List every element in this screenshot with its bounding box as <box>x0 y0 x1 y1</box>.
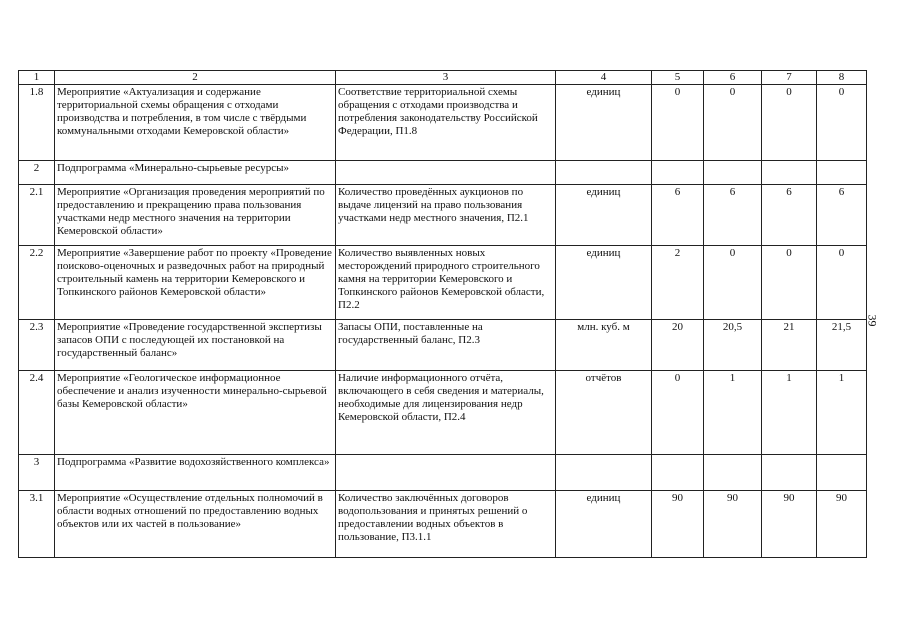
value-cell-5: 6 <box>652 185 704 246</box>
value-cell-5: 0 <box>652 85 704 161</box>
value-cell-7: 1 <box>762 371 817 455</box>
col-header-6: 6 <box>704 71 762 85</box>
indicators-table <box>18 70 867 558</box>
value-cell-6 <box>704 455 762 491</box>
indicator-cell: Количество выявленных новых месторождений природного строительного камня на территории Кемеровского и Топкинского районов Кемеровской области, П2.2 <box>336 246 556 320</box>
indicator-cell: Запасы ОПИ, поставленные на государственный баланс, П2.3 <box>336 320 556 371</box>
table-row <box>19 455 867 491</box>
event-cell: Мероприятие «Актуализация и содержание территориальной схемы обращения с отходами производства и потребления, в том числе с твёрдыми коммунальными отходами Кемеровской области» <box>55 85 336 161</box>
indicator-cell: Количество проведённых аукционов по выдаче лицензий на право пользования участками недр местного значения, П2.1 <box>336 185 556 246</box>
table-row <box>19 320 867 371</box>
value-cell-6: 0 <box>704 85 762 161</box>
value-cell-7: 0 <box>762 246 817 320</box>
unit-cell: единиц <box>556 85 652 161</box>
value-cell-6: 20,5 <box>704 320 762 371</box>
value-cell-7: 0 <box>762 85 817 161</box>
col-header-1: 1 <box>19 71 55 85</box>
value-cell-6: 90 <box>704 491 762 558</box>
page-number: 39 <box>865 314 880 327</box>
value-cell-5 <box>652 161 704 185</box>
indicator-cell <box>336 455 556 491</box>
row-number: 2.4 <box>19 371 55 455</box>
unit-cell: отчётов <box>556 371 652 455</box>
value-cell-5: 0 <box>652 371 704 455</box>
value-cell-8: 90 <box>817 491 867 558</box>
table-body <box>19 71 867 558</box>
value-cell-5: 2 <box>652 246 704 320</box>
event-cell: Подпрограмма «Минерально-сырьевые ресурсы» <box>55 161 336 185</box>
event-cell: Мероприятие «Организация проведения мероприятий по предоставлению и прекращению права пользования участками недр местного значения на территории Кемеровской области» <box>55 185 336 246</box>
event-cell: Мероприятие «Проведение государственной экспертизы запасов ОПИ с последующей их постановкой на государственный баланс» <box>55 320 336 371</box>
table-row <box>19 246 867 320</box>
row-number: 2.3 <box>19 320 55 371</box>
indicator-cell <box>336 161 556 185</box>
value-cell-5: 20 <box>652 320 704 371</box>
table-row <box>19 161 867 185</box>
value-cell-7: 21 <box>762 320 817 371</box>
event-cell: Мероприятие «Осуществление отдельных полномочий в области водных отношений по предоставлению водных объектов или их частей в пользование» <box>55 491 336 558</box>
row-number: 3 <box>19 455 55 491</box>
row-number: 2.1 <box>19 185 55 246</box>
table-row <box>19 491 867 558</box>
table-row <box>19 185 867 246</box>
event-cell: Подпрограмма «Развитие водохозяйственного комплекса» <box>55 455 336 491</box>
row-number: 3.1 <box>19 491 55 558</box>
event-cell: Мероприятие «Завершение работ по проекту «Проведение поисково-оценочных и разведочных работ на природный строительный камень на территории Кемеровского и Топкинского районов Кемеровской области» <box>55 246 336 320</box>
value-cell-8 <box>817 455 867 491</box>
value-cell-7 <box>762 161 817 185</box>
table-row <box>19 85 867 161</box>
col-header-3: 3 <box>336 71 556 85</box>
indicator-cell: Количество заключённых договоров водопользования и принятых решений о предоставлении водных объектов в пользование, П3.1.1 <box>336 491 556 558</box>
value-cell-8 <box>817 161 867 185</box>
row-number: 2.2 <box>19 246 55 320</box>
col-header-7: 7 <box>762 71 817 85</box>
value-cell-8: 21,5 <box>817 320 867 371</box>
indicator-cell: Наличие информационного отчёта, включающего в себя сведения и материалы, необходимые для лицензирования недр Кемеровской области, П2.4 <box>336 371 556 455</box>
col-header-4: 4 <box>556 71 652 85</box>
table-row <box>19 371 867 455</box>
value-cell-6: 6 <box>704 185 762 246</box>
value-cell-5 <box>652 455 704 491</box>
unit-cell: единиц <box>556 185 652 246</box>
unit-cell <box>556 161 652 185</box>
value-cell-8: 0 <box>817 246 867 320</box>
value-cell-6 <box>704 161 762 185</box>
unit-cell: единиц <box>556 491 652 558</box>
value-cell-6: 1 <box>704 371 762 455</box>
unit-cell: млн. куб. м <box>556 320 652 371</box>
value-cell-6: 0 <box>704 246 762 320</box>
col-header-2: 2 <box>55 71 336 85</box>
row-number: 2 <box>19 161 55 185</box>
value-cell-7: 6 <box>762 185 817 246</box>
value-cell-8: 0 <box>817 85 867 161</box>
row-number: 1.8 <box>19 85 55 161</box>
value-cell-8: 1 <box>817 371 867 455</box>
column-number-row <box>19 71 867 85</box>
value-cell-7 <box>762 455 817 491</box>
value-cell-7: 90 <box>762 491 817 558</box>
col-header-8: 8 <box>817 71 867 85</box>
event-cell: Мероприятие «Геологическое информационное обеспечение и анализ изученности минерально-сырьевой базы Кемеровской области» <box>55 371 336 455</box>
unit-cell: единиц <box>556 246 652 320</box>
value-cell-8: 6 <box>817 185 867 246</box>
value-cell-5: 90 <box>652 491 704 558</box>
col-header-5: 5 <box>652 71 704 85</box>
indicator-cell: Соответствие территориальной схемы обращения с отходами производства и потребления законодательству Российской Федерации, П1.8 <box>336 85 556 161</box>
unit-cell <box>556 455 652 491</box>
